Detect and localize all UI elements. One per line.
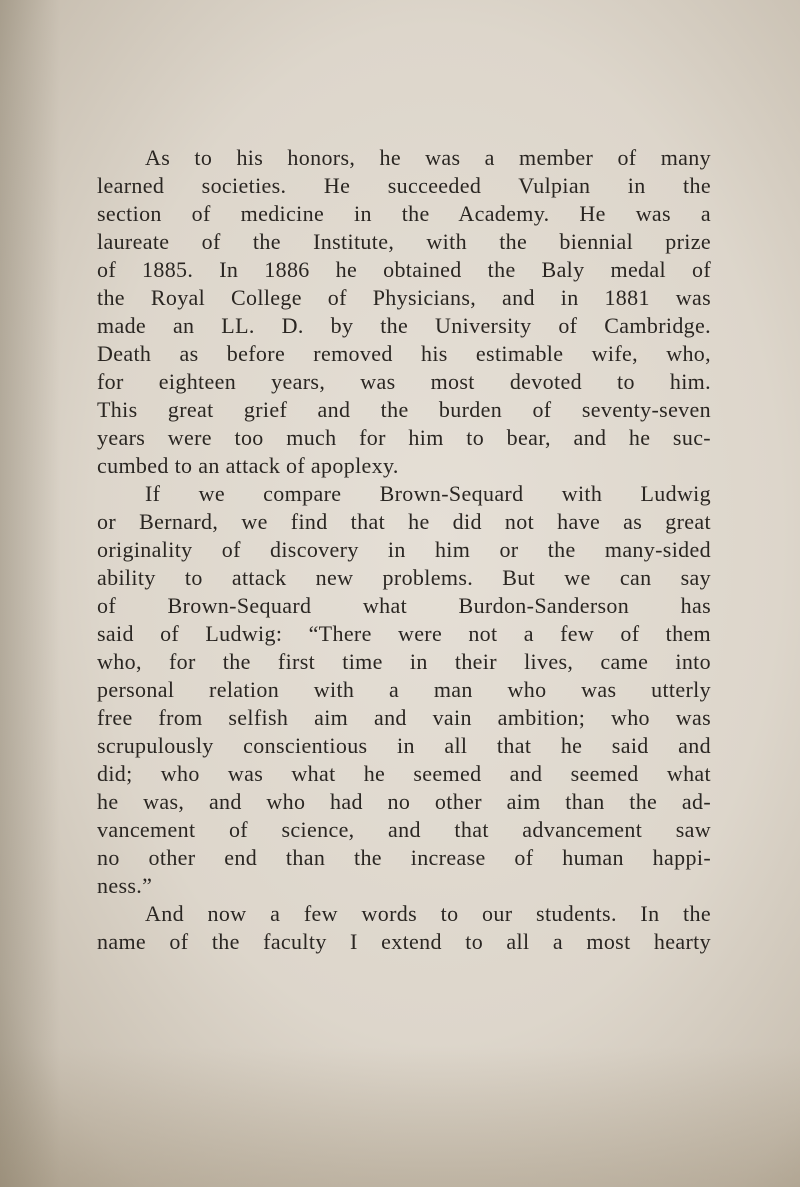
text-line: did; who was what he seemed and seemed what [97,761,711,786]
text-line: free from selfish aim and vain ambition; who was [97,705,711,730]
text-line: cumbed to an attack of apoplexy. [97,453,399,478]
text-line: years were too much for him to bear, and he suc- [97,425,711,450]
text-line: personal relation with a man who was utterly [97,677,711,702]
text-line: scrupulously conscientious in all that he said and [97,733,711,758]
text-line: This great grief and the burden of seventy-seven [97,397,711,422]
text-line: If we compare Brown-Sequard with Ludwig [145,481,711,506]
text-line: vancement of science, and that advancement saw [97,817,711,842]
text-line: section of medicine in the Academy. He was a [97,201,711,226]
text-line: originality of discovery in him or the many-sided [97,537,711,562]
text-line: the Royal College of Physicians, and in 1881 was [97,285,711,310]
text-line: Death as before removed his estimable wife, who, [97,341,711,366]
text-line: he was, and who had no other aim than the ad- [97,789,711,814]
text-line: As to his honors, he was a member of many [145,145,711,170]
text-line: name of the faculty I extend to all a most hearty [97,929,711,954]
text-line: or Bernard, we find that he did not have as great [97,509,711,534]
book-page-text [97,144,711,956]
page-edge-shadow-left [0,0,60,1187]
text-line: said of Ludwig: “There were not a few of them [97,621,711,646]
text-line: learned societies. He succeeded Vulpian in the [97,173,711,198]
text-line: laureate of the Institute, with the biennial prize [97,229,711,254]
text-line: who, for the first time in their lives, came into [97,649,711,674]
text-line: of Brown-Sequard what Burdon-Sanderson has [97,593,711,618]
text-line: ness.” [97,873,153,898]
page-edge-shadow-bottom [0,1047,800,1187]
text-line: for eighteen years, was most devoted to him. [97,369,711,394]
text-line: And now a few words to our students. In the [145,901,711,926]
text-line: of 1885. In 1886 he obtained the Baly medal of [97,257,711,282]
text-line: made an LL. D. by the University of Cambridge. [97,313,711,338]
text-line: ability to attack new problems. But we can say [97,565,711,590]
text-line: no other end than the increase of human happi- [97,845,711,870]
